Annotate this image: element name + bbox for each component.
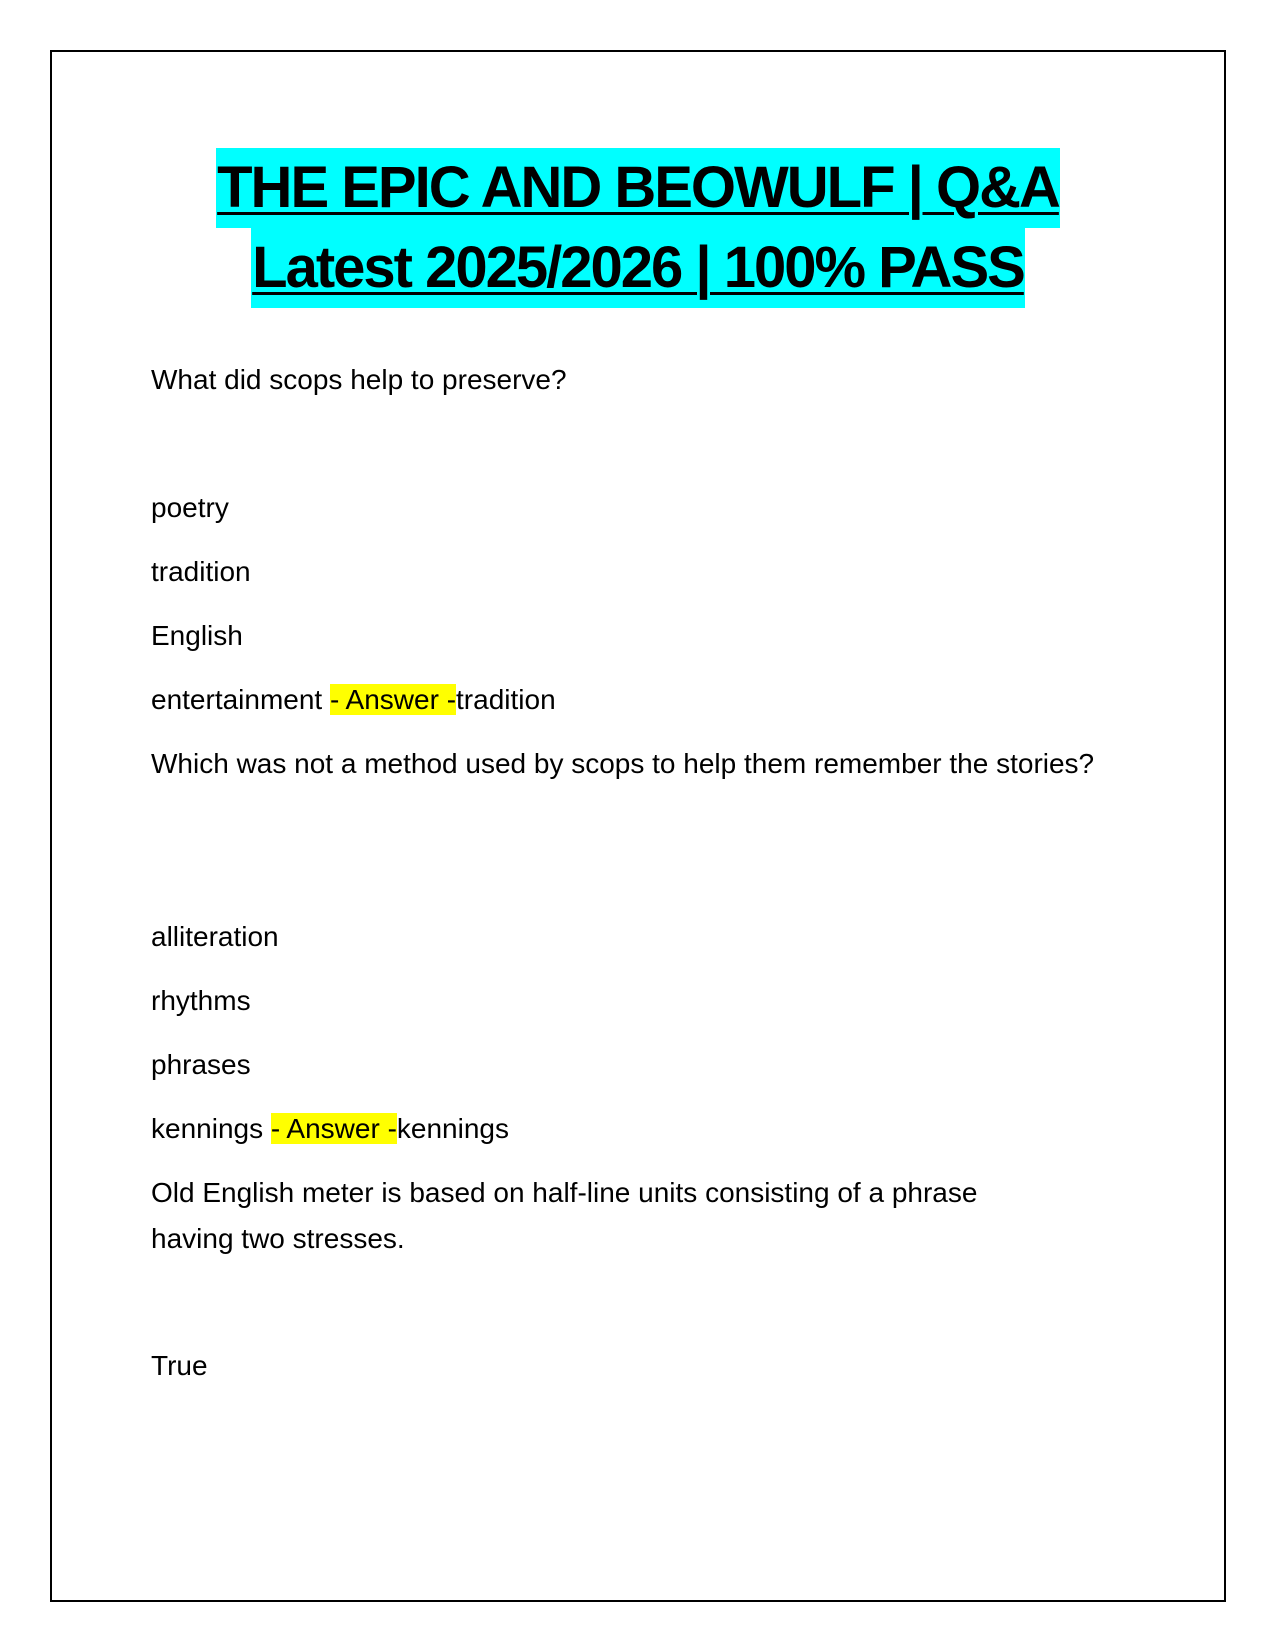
question-1-option-4-with-answer — [151, 677, 556, 723]
question-3-text: Old English meter is based on half-line units consisting of a phrase having two stresses. — [151, 1177, 978, 1254]
title-line-2: Latest 2025/2026 | 100% PASS — [251, 228, 1025, 308]
question-2-option-2: rhythms — [151, 985, 251, 1016]
answer-label-highlight: - Answer - — [330, 684, 457, 715]
question-1-option-2: tradition — [151, 556, 251, 587]
document-title — [50, 148, 1226, 308]
answer-label-highlight: - Answer - — [270, 1113, 397, 1144]
question-2-answer: kennings — [396, 1113, 509, 1144]
question-3-option-1: True — [151, 1350, 208, 1381]
question-2-option-4-with-answer — [151, 1106, 509, 1152]
question-2-option-4: kennings — [151, 1113, 264, 1144]
question-2-option-1: alliteration — [151, 921, 279, 952]
question-2-option-3: phrases — [151, 1049, 251, 1080]
question-1-option-4: entertainment — [151, 684, 323, 715]
question-1-answer: tradition — [456, 684, 556, 715]
question-2-text: Which was not a method used by scops to help them remember the stories? — [151, 748, 1095, 779]
question-1-text: What did scops help to preserve? — [151, 364, 567, 395]
question-1-option-1: poetry — [151, 492, 229, 523]
question-1-option-3: English — [151, 620, 243, 651]
title-line-1: THE EPIC AND BEOWULF | Q&A — [216, 148, 1060, 228]
